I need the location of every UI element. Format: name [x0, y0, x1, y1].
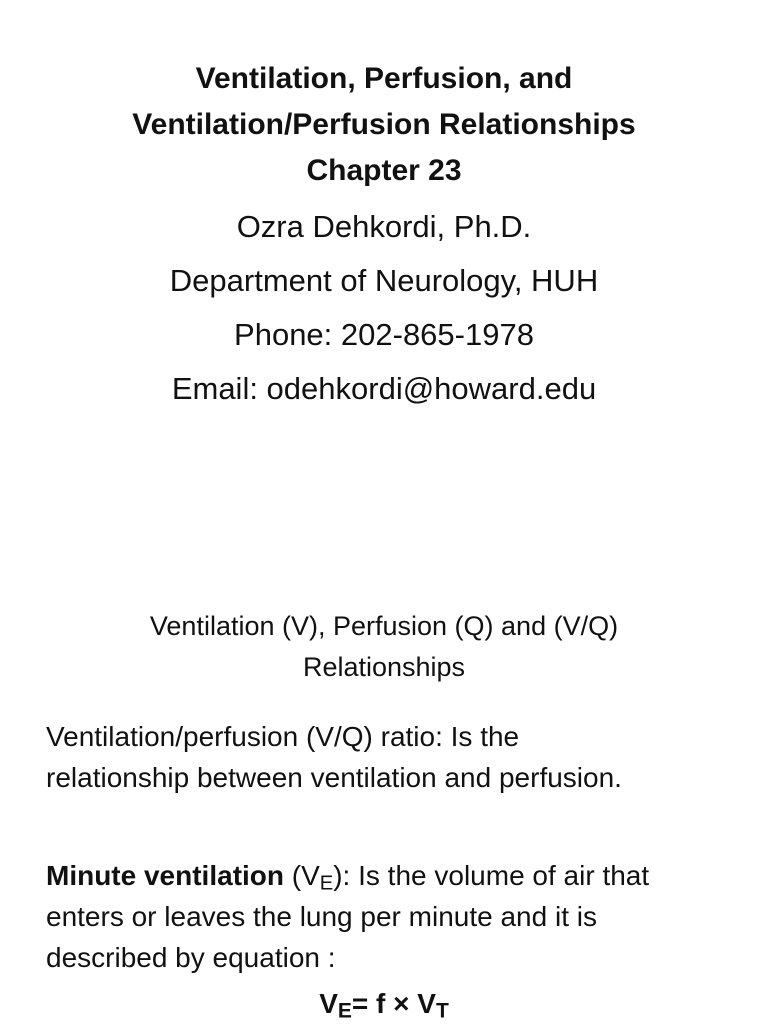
minute-ventilation-definition: ): Is the volume of air that	[333, 860, 650, 891]
equation-middle: = f × V	[351, 988, 436, 1019]
author-department: Department of Neurology, HUH	[169, 263, 599, 298]
minute-ventilation-symbol-open: (V	[284, 860, 320, 891]
minute-ventilation-line-1	[46, 855, 736, 896]
author-email: Email: odehkordi@howard.edu	[171, 371, 597, 406]
vq-ratio-line-1: Ventilation/perfusion (V/Q) ratio: Is the	[46, 721, 520, 752]
chapter-label: Chapter 23	[306, 154, 462, 187]
title-line-1: Ventilation, Perfusion, and	[195, 62, 573, 95]
equation-rhs-sub: T	[435, 999, 449, 1023]
equation-lhs-sub: E	[337, 999, 352, 1023]
author-phone: Phone: 202-865-1978	[234, 317, 534, 352]
author-name: Ozra Dehkordi, Ph.D.	[236, 209, 532, 244]
title-line-2: Ventilation/Perfusion Relationships	[132, 108, 636, 141]
equation-lhs: V	[319, 988, 338, 1019]
vq-ratio-paragraph	[46, 716, 736, 798]
document-title	[0, 56, 768, 194]
vq-ratio-line-2: relationship between ventilation and perfusion.	[46, 762, 622, 793]
author-info	[0, 200, 768, 416]
section-heading-line-1: Ventilation (V), Perfusion (Q) and (V/Q)	[149, 611, 619, 641]
minute-ventilation-line-2: enters or leaves the lung per minute and it is	[46, 901, 597, 932]
section-heading-line-2: Relationships	[302, 652, 466, 682]
minute-ventilation-term: Minute ventilation	[46, 860, 284, 891]
minute-ventilation-symbol-sub: E	[319, 872, 334, 895]
minute-ventilation-equation	[0, 984, 768, 1024]
minute-ventilation-paragraph	[46, 855, 736, 978]
section-heading	[0, 606, 768, 688]
minute-ventilation-line-3: described by equation :	[46, 942, 336, 973]
